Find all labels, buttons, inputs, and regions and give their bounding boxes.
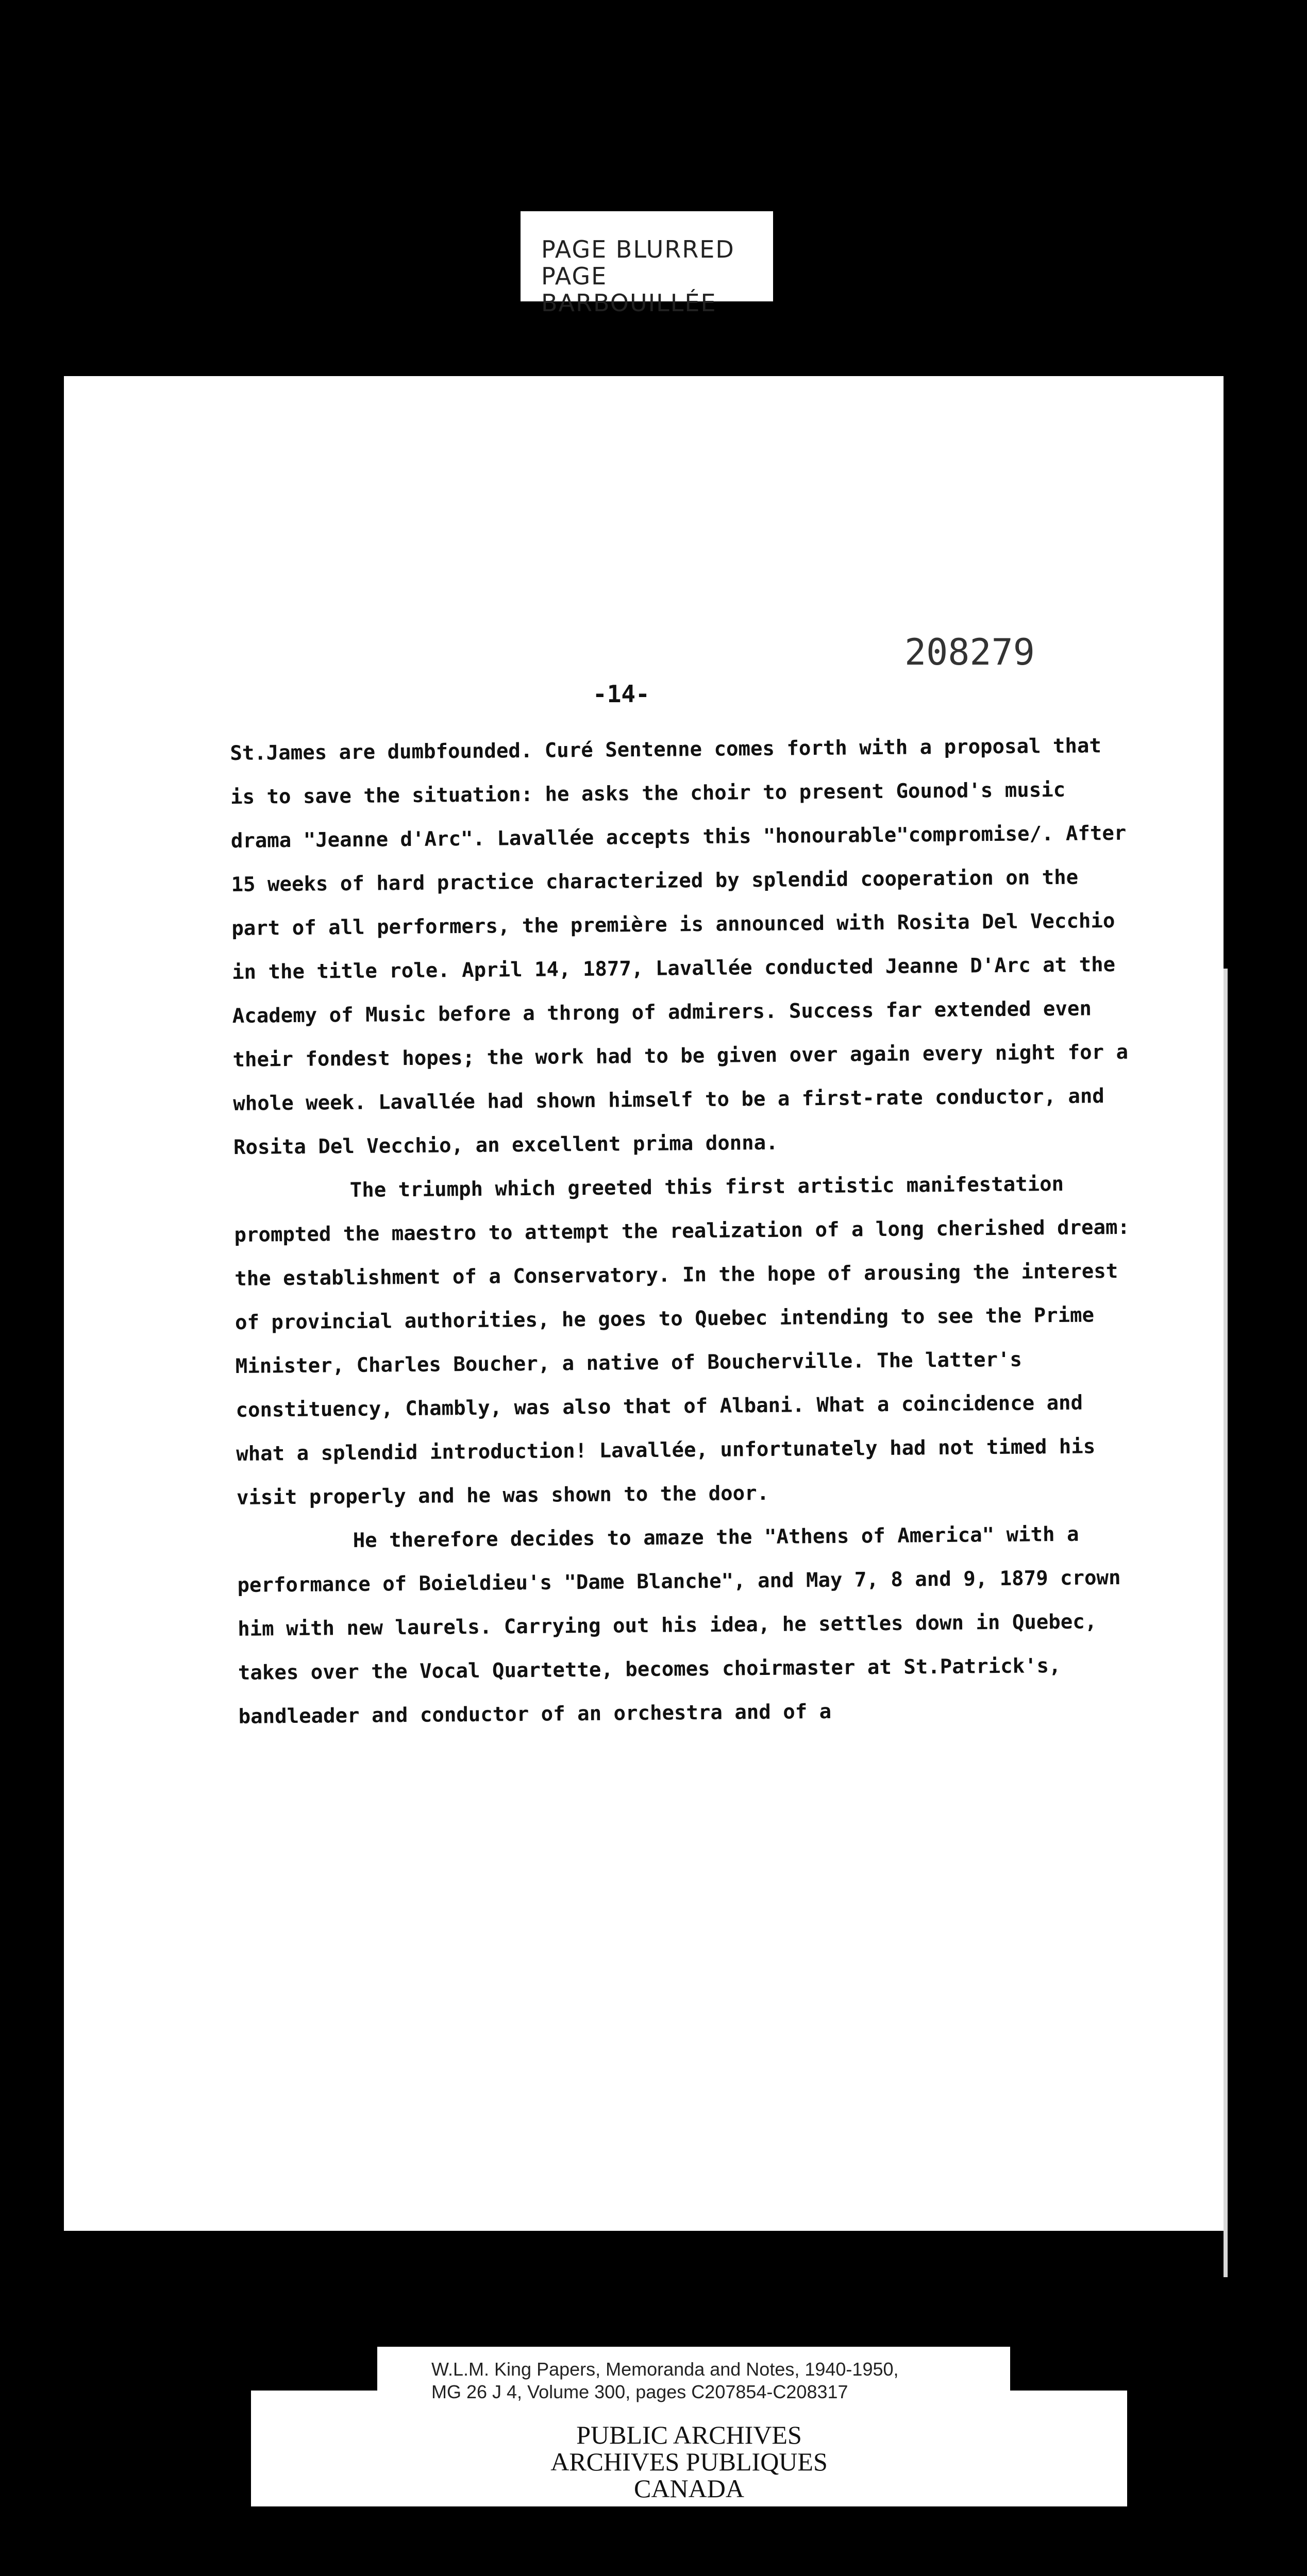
document-number: 208279 bbox=[904, 631, 1035, 673]
paragraph-2: The triumph which greeted this first artistic manifestation prompted the maestro to attempt the realization of a long cherished dream: the establishment of a Conservatory. In the hope of arousing the interest of provincial authorities, he goes to Quebec intending to see the Prime Minister, Charles Boucher, a native of Boucherville. The latter's constituency, Chambly, was also that of Albani. What a coincidence and what a splendid introduction! Lavallée, unfortunately had not timed his visit properly and he was shown to the door. bbox=[234, 1172, 1130, 1510]
page-blurred-label bbox=[521, 211, 773, 317]
stamp-line-2: ARCHIVES PUBLIQUES bbox=[550, 2447, 828, 2476]
citation-line-2: MG 26 J 4, Volume 300, pages C207854-C208317 bbox=[431, 2381, 848, 2402]
citation-line-1: W.L.M. King Papers, Memoranda and Notes, 1940-1950, bbox=[431, 2359, 899, 2380]
blurred-label-line-2: PAGE BARBOUILLÉE bbox=[541, 262, 717, 317]
archive-notch-left bbox=[251, 2339, 377, 2391]
page-edge-shadow bbox=[1224, 969, 1228, 2277]
stamp-line-1: PUBLIC ARCHIVES bbox=[576, 2420, 802, 2449]
paragraph-1: St.James are dumbfounded. Curé Sentenne comes forth with a proposal that is to save the situation: he asks the choir to present Gounod's music drama "Jeanne d'Arc". Lavallée accepts this "honourable"compromise/. After 15 weeks of hard practice characterized by splendid cooperation on the part of all performers, the première is announced with Rosita Del Vecchio in the title role. April 14, 1877, Lavallée conducted Jeanne D'Arc at the Academy of Music before a throng of admirers. Success far extended even their fondest hopes; the work had to be given over again every night for a whole week. Lavallée had shown himself to be a first-rate conductor, and Rosita Del Vecchio, an excellent prima donna. bbox=[230, 734, 1129, 1159]
archive-citation bbox=[377, 2347, 1010, 2403]
paragraph-3: He therefore decides to amaze the "Athens of America" with a performance of Boieldieu's "Dame Blanche", and May 7, 8 and 9, 1879 crown him with new laurels. Carrying out his idea, he settles down in Quebec, takes over the Vocal Quartette, becomes choirmaster at St.Patrick's, bandleader and conductor of an orchestra and of a bbox=[237, 1522, 1121, 1728]
blurred-label-line-1: PAGE BLURRED bbox=[541, 235, 735, 263]
archive-notch-right bbox=[1010, 2339, 1127, 2391]
body-text bbox=[230, 724, 1141, 1739]
stamp-line-3: CANADA bbox=[634, 2474, 744, 2503]
page-number: -14- bbox=[593, 680, 650, 708]
archive-stamp bbox=[251, 2421, 1127, 2502]
